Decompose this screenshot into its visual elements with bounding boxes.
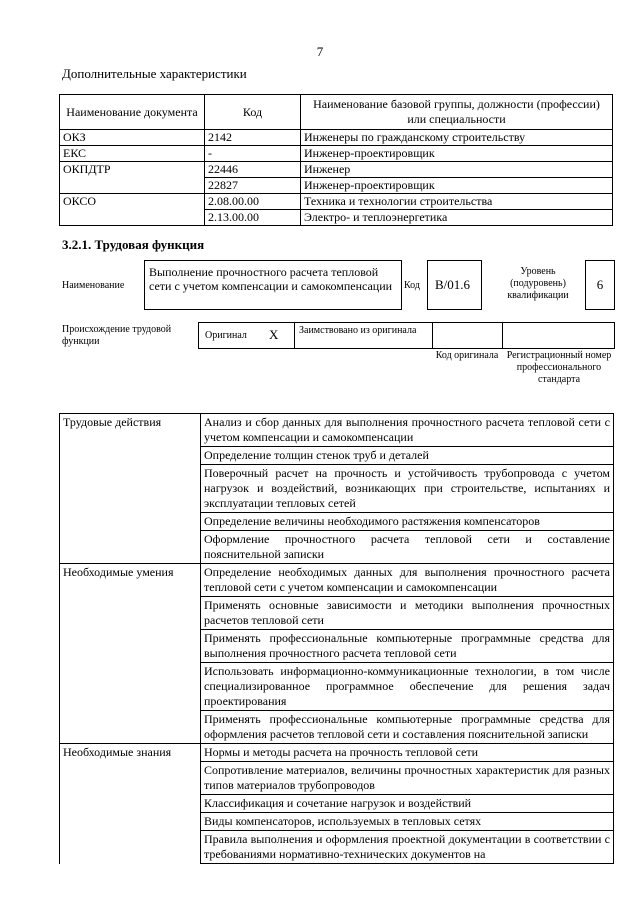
additional-characteristics-table bbox=[59, 94, 613, 226]
borrowed-cell: Заимствовано из оригинала bbox=[295, 323, 433, 348]
table-row bbox=[60, 465, 614, 513]
table-row bbox=[60, 813, 614, 831]
reg-number-cell bbox=[503, 323, 614, 348]
category-required-knowledge: Необходимые знания bbox=[60, 744, 201, 762]
additional-characteristics-title: Дополнительные характеристики bbox=[62, 66, 247, 81]
name-cell: Электро- и теплоэнергетика bbox=[301, 210, 613, 226]
table-row bbox=[60, 711, 614, 744]
doc-cell bbox=[60, 178, 205, 194]
table-row bbox=[60, 564, 614, 597]
name-cell: Инженеры по гражданскому строительству bbox=[301, 130, 613, 146]
list-item: Нормы и методы расчета на прочность тепловой сети bbox=[201, 744, 614, 762]
table-row bbox=[60, 795, 614, 813]
category-labor-actions: Трудовые действия bbox=[60, 414, 201, 447]
code-cell: 2.13.00.00 bbox=[205, 210, 301, 226]
table-row bbox=[60, 194, 613, 210]
header-group-name: Наименование базовой группы, должности (профессии) или специальности bbox=[301, 95, 613, 130]
function-name-box: Выполнение прочностного расчета тепловой сети с учетом компенсации и самокомпенсации bbox=[144, 260, 402, 310]
function-section-title: 3.2.1. Трудовая функция bbox=[62, 237, 205, 252]
list-item: Оформление прочностного расчета тепловой сети и составление пояснительной записки bbox=[201, 531, 614, 564]
list-item: Определение необходимых данных для выполнения прочностного расчета тепловой сети с учетом компенсации и самокомпенсации bbox=[201, 564, 614, 597]
level-value-box: 6 bbox=[585, 260, 615, 310]
table-row bbox=[60, 513, 614, 531]
reg-number-label: Регистрационный номер профессионального стандарта bbox=[506, 350, 612, 385]
doc-cell bbox=[60, 210, 205, 226]
list-item: Виды компенсаторов, используемых в тепловых сетях bbox=[201, 813, 614, 831]
list-item: Правила выполнения и оформления проектной документации в соответствии с требованиями нормативно-технических документов на bbox=[201, 831, 614, 864]
list-item: Определение толщин стенок труб и деталей bbox=[201, 447, 614, 465]
level-label: Уровень (подуровень) квалификации bbox=[507, 266, 569, 301]
name-label: Наименование bbox=[62, 280, 125, 291]
table-row bbox=[60, 597, 614, 630]
function-details-table bbox=[59, 413, 614, 864]
code-cell: 22446 bbox=[205, 162, 301, 178]
table-row bbox=[60, 744, 614, 762]
table-row bbox=[60, 447, 614, 465]
name-cell: Инженер-проектировщик bbox=[301, 146, 613, 162]
table-row bbox=[60, 130, 613, 146]
table-row bbox=[60, 146, 613, 162]
doc-cell: ОКПДТР bbox=[60, 162, 205, 178]
name-cell: Техника и технологии строительства bbox=[301, 194, 613, 210]
list-item: Анализ и сбор данных для выполнения прочностного расчета тепловой сети с учетом компенсации и самокомпенсации bbox=[201, 414, 614, 447]
table-row bbox=[60, 531, 614, 564]
list-item: Применять основные зависимости и методики выполнения прочностных расчетов тепловой сети bbox=[201, 597, 614, 630]
category-required-skills: Необходимые умения bbox=[60, 564, 201, 597]
table-row bbox=[60, 831, 614, 864]
list-item: Классификация и сочетание нагрузок и воздействий bbox=[201, 795, 614, 813]
list-item: Применять профессиональные компьютерные программные средства для оформления расчетов тепловой сети и составления пояснительной записки bbox=[201, 711, 614, 744]
name-cell: Инженер bbox=[301, 162, 613, 178]
original-cell bbox=[199, 323, 295, 348]
original-mark: X bbox=[269, 327, 279, 342]
doc-cell: ОКСО bbox=[60, 194, 205, 210]
doc-cell: ЕКС bbox=[60, 146, 205, 162]
origin-code-label: Код оригинала bbox=[435, 350, 499, 361]
table-row bbox=[60, 162, 613, 178]
header-code: Код bbox=[205, 95, 301, 130]
list-item: Поверочный расчет на прочность и устойчивость трубопровода с учетом нагрузок и воздействий, возникающих при строительстве, испытаниях и эксплуатации тепловых сетей bbox=[201, 465, 614, 513]
header-document: Наименование документа bbox=[60, 95, 205, 130]
list-item: Использовать информационно-коммуникационные технологии, в том числе специализированное программное обеспечение для решения задач проектирования bbox=[201, 663, 614, 711]
name-cell: Инженер-проектировщик bbox=[301, 178, 613, 194]
code-cell: - bbox=[205, 146, 301, 162]
list-item: Применять профессиональные компьютерные программные средства для выполнения прочностного расчета тепловой сети bbox=[201, 630, 614, 663]
code-label: Код bbox=[404, 280, 420, 291]
doc-cell: ОКЗ bbox=[60, 130, 205, 146]
code-cell: 22827 bbox=[205, 178, 301, 194]
table-row bbox=[60, 414, 614, 447]
table-row bbox=[60, 178, 613, 194]
code-cell: 2.08.00.00 bbox=[205, 194, 301, 210]
origin-row bbox=[198, 322, 615, 349]
table-header-row bbox=[60, 95, 613, 130]
table-row bbox=[60, 210, 613, 226]
original-label: Оригинал bbox=[205, 330, 247, 341]
table-row bbox=[60, 663, 614, 711]
list-item: Определение величины необходимого растяжения компенсаторов bbox=[201, 513, 614, 531]
code-value-box: B/01.6 bbox=[427, 260, 482, 310]
origin-label: Происхождение трудовой функции bbox=[62, 324, 172, 347]
list-item: Сопротивление материалов, величины прочностных характеристик для разных типов материалов трубопроводов bbox=[201, 762, 614, 795]
table-row bbox=[60, 630, 614, 663]
origin-code-cell bbox=[433, 323, 503, 348]
page-number: 7 bbox=[316, 44, 324, 59]
code-cell: 2142 bbox=[205, 130, 301, 146]
table-row bbox=[60, 762, 614, 795]
